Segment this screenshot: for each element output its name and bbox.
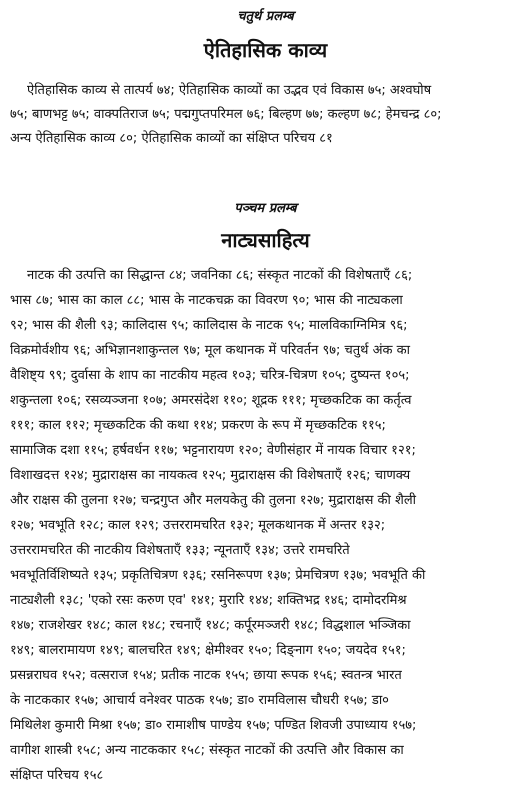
toc-line: नाट्यशैली १३८; 'एको रसः करुण एव' १४१; मुरारि १४४; शक्तिभद्र १४६; दामोदरमिश्र — [10, 593, 407, 608]
toc-line: के नाटककार १५७; आचार्य वनेश्वर पाठक १५७; डा० रामविलास चौधरी १५७; डा० — [10, 693, 389, 708]
toc-line: संक्षिप्त परिचय १५८ — [10, 768, 104, 783]
toc-line: १४९; बालरामायण १४९; बालचरित १४९; क्षेमीश्वर १५०; दिङ्नाग १५०; जयदेव १५१; — [10, 643, 406, 658]
toc-line: वैशिष्ट्य ९९; दुर्वासा के शाप का नाटकीय महत्व १०३; चरित्र-चित्रण १०५; दुष्यन्त १०५; — [10, 368, 410, 383]
toc-line: ९२; भास की शैली ९३; कालिदास ९५; कालिदास के नाटक ९५; मालविकाग्निमित्र ९६; — [10, 318, 408, 333]
toc-line: सामाजिक दशा ११५; हर्षवर्धन ११७; भट्टनारायण १२०; वेणीसंहार में नायक विचार १२१; — [10, 443, 416, 458]
section5-subtitle: पञ्चम प्रलम्ब — [234, 201, 297, 216]
toc-line: उत्तररामचरित की नाटकीय विशेषताएँ १३३; न्यूनताएँ १३४; उत्तरे रामचरिते — [10, 543, 350, 558]
toc-line: ७५; बाणभट्ट ७५; वाक्पतिराज ७५; पद्मगुप्तपरिमल ७६; बिल्हण ७७; कल्हण ७८; हेमचन्द्र ८०; — [10, 107, 442, 122]
toc-line: अन्य ऐतिहासिक काव्य ८०; ऐतिहासिक काव्यों का संक्षिप्त परिचय ८१ — [10, 131, 333, 146]
toc-line: १११; काल ११२; मृच्छकटिक की कथा ११४; प्रकरण के रूप में मृच्छकटिक ११५; — [10, 418, 386, 433]
toc-line: शकुन्तला १०६; रसव्यञ्जना १०७; अमरसंदेश ११०; शूद्रक १११; मृच्छकटिक का कर्तृत्व — [10, 393, 412, 408]
section5-title: नाट्यसाहित्य — [221, 228, 310, 252]
toc-line: और राक्षस की तुलना १२७; चन्द्रगुप्त और मलयकेतु की तुलना १२७; मुद्राराक्षस की शैली — [10, 493, 417, 508]
section4-title: ऐतिहासिक काव्य — [203, 38, 328, 62]
toc-line: नाटक की उत्पत्ति का सिद्धान्त ८४; जवनिका ८६; संस्कृत नाटकों की विशेषताएँ ८६; — [27, 268, 413, 283]
toc-line: भवभूतिर्विशिष्यते १३५; प्रकृतिचित्रण १३६; रसनिरूपण १३७; प्रेमचित्रण १३७; भवभूति की — [10, 568, 426, 583]
toc-line: १४७; राजशेखर १४८; काल १४८; रचनाएँ १४८; कर्पूरमञ्जरी १४८; विद्धशाल भञ्जिका — [10, 618, 411, 633]
section4-subtitle: चतुर्थ प्रलम्ब — [237, 9, 294, 24]
toc-line: विशाखदत्त १२४; मुद्राराक्षस का नायकत्व १२५; मुद्राराक्षस की विशेषताएँ १२६; चाणक्य — [10, 468, 411, 483]
toc-line: १२७; भवभूति १२८; काल १२९; उत्तररामचरित १३२; मूलकथानक में अन्तर १३२; — [10, 518, 386, 533]
toc-line: वागीश शास्त्री १५८; अन्य नाटककार १५८; संस्कृत नाटकों की उत्पत्ति और विकास का — [10, 743, 404, 758]
toc-line: मिथिलेश कुमारी मिश्रा १५७; डा० रामाशीष पाण्डेय १५७; पण्डित शिवजी उपाध्याय १५७; — [10, 718, 417, 733]
toc-line: भास ८७; भास का काल ८८; भास के नाटकचक्र का विवरण ९०; भास की नाट्यकला — [10, 293, 403, 308]
toc-line: प्रसन्नराघव १५२; वत्सराज १५४; प्रतीक नाटक १५५; छाया रूपक १५६; स्वतन्त्र भारत — [10, 668, 402, 683]
toc-line: विक्रमोर्वशीय ९६; अभिज्ञानशाकुन्तल ९७; मूल कथानक में परिवर्तन ९७; चतुर्थ अंक का — [10, 343, 411, 358]
toc-line: ऐतिहासिक काव्य से तात्पर्य ७४; ऐतिहासिक काव्यों का उद्भव एवं विकास ७५; अश्वघोष — [27, 83, 432, 98]
